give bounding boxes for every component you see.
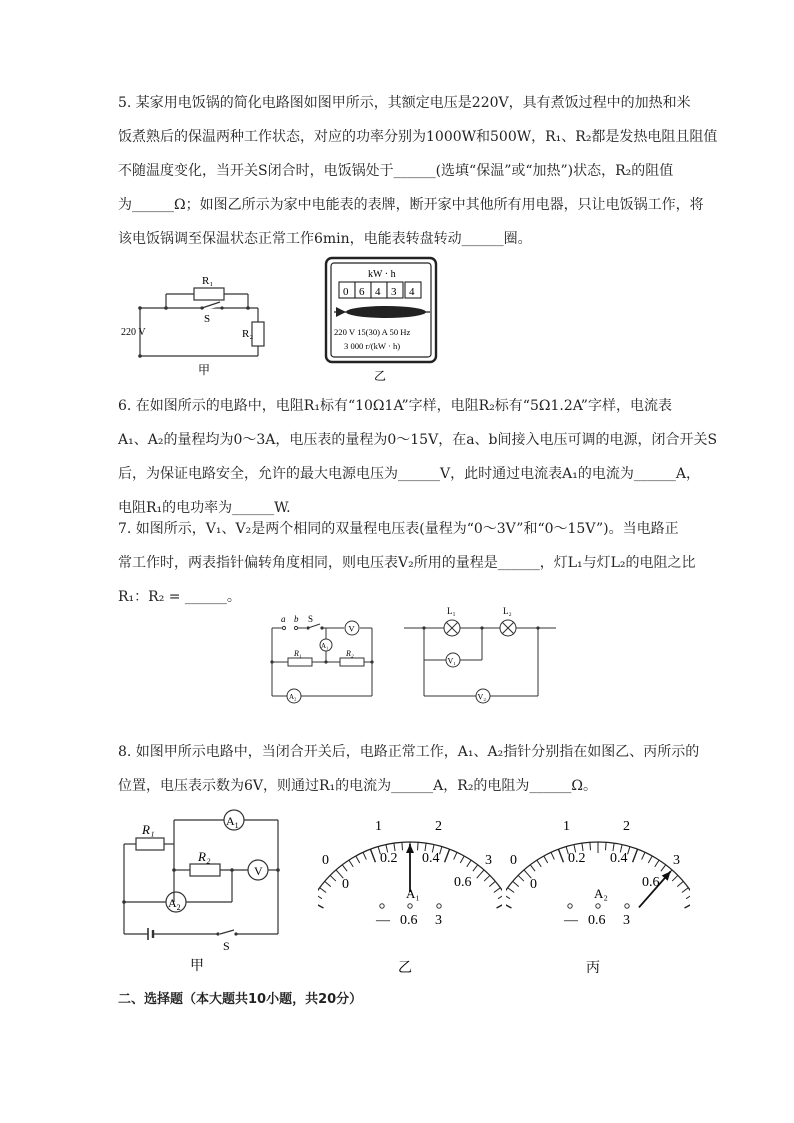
meter-bottom-tick-1: 0.2 xyxy=(568,851,586,866)
meter-top-right: 3 xyxy=(485,853,492,868)
q6-s-label: S xyxy=(308,614,314,624)
question-5 xyxy=(118,86,718,256)
meter-tick xyxy=(537,860,541,867)
meter-tick xyxy=(342,865,347,871)
q5-meter-spec2: 3 000 r/(kW · h) xyxy=(344,341,401,351)
meter-bottom-right: 0.6 xyxy=(454,875,472,890)
meter-bottom-tick-2: 0.4 xyxy=(422,851,440,866)
q5-meter-unit: kW · h xyxy=(368,269,396,280)
q5-meter-digit-3: 4 xyxy=(375,286,381,298)
q5-meter-digit-5: 4 xyxy=(409,286,415,298)
meter-tick xyxy=(661,865,666,871)
meter-tick xyxy=(655,860,659,867)
meter-tick xyxy=(605,842,606,850)
meter-tick xyxy=(672,875,678,881)
q8-line-2: 位置，电压表示数为6V，则通过R₁的电流为______A，R₂的电阻为______Ω。 xyxy=(118,778,598,794)
meter-tick xyxy=(613,843,614,851)
q5-line-3: 不随温度变化，当开关S闭合时，电饭锅处于______(选填“保温”或“加热”)状态，R₂的阻值 xyxy=(118,163,674,179)
meter-tick xyxy=(402,842,403,850)
meter-top-tick-2: 2 xyxy=(623,819,630,834)
meter-tick xyxy=(489,881,495,886)
q6-line-2: A₁、A₂的量程均为0～3A，电压表的量程为0～15V，在a、b间接入电压可调的电源，闭合开关S xyxy=(118,432,718,448)
meter-tick xyxy=(349,860,353,867)
meter-tick xyxy=(558,849,563,862)
q7-circuit-diagram xyxy=(398,604,560,706)
meter-top-right: 3 xyxy=(673,853,680,868)
q8-s-label: S xyxy=(223,939,230,953)
meter-label: A₁ xyxy=(406,886,420,901)
q5-fig-jia-caption: 甲 xyxy=(198,363,211,377)
q6-line-3: 后，为保证电路安全，允许的最大电源电压为______V，此时通过电流表A₁的电流为______A， xyxy=(118,466,700,482)
meter-bottom-left: 0 xyxy=(530,877,537,892)
meter-tick xyxy=(686,894,690,898)
q5-meter-spec1: 220 V 15(30) A 50 Hz xyxy=(334,327,411,337)
q8-fig-jia-caption: 甲 xyxy=(190,959,204,974)
q6-a-label: a xyxy=(281,614,286,624)
meter-tick xyxy=(628,847,630,855)
meter-label: A₂ xyxy=(594,886,608,901)
meter-tick xyxy=(440,847,442,855)
meter-tick xyxy=(467,860,471,867)
q8-voltmeter-label: V xyxy=(254,864,263,878)
meter-tick xyxy=(460,856,464,863)
q6-line-1: 6. 在如图所示的电路中，电阻R₁标有“10Ω1A”字样，电阻R₂标有“5Ω1.2A”字样，电流表 xyxy=(118,398,672,414)
q7-line-2: 常工作时，两表指针偏转角度相同，则电压表V₂所用的量程是______，灯L₁与灯L₂的电阻之比 xyxy=(118,555,696,571)
q8-line-1: 8. 如图甲所示电路中，当闭合开关后，电路正常工作，A₁、A₂指针分别指在如图乙、丙所示的 xyxy=(118,744,700,760)
meter-terminal-06: 0.6 xyxy=(400,913,418,928)
q6-line-4: 电阻R₁的电功率为______W. xyxy=(118,500,291,516)
question-8 xyxy=(118,735,700,803)
q5-meter-digit-2: 6 xyxy=(359,286,365,298)
meter-tick xyxy=(320,888,326,893)
meter-bing-caption: 丙 xyxy=(586,961,600,976)
meter-tick xyxy=(325,881,331,886)
meter-tick xyxy=(642,852,645,859)
q5-line-1: 5. 某家用电饭锅的简化电路图如图甲所示，其额定电压是220V，具有煮饭过程中的加热和米 xyxy=(118,95,691,111)
q5-voltage-label: 220 V xyxy=(121,327,146,338)
meter-tick xyxy=(425,843,426,851)
meter-tick xyxy=(494,888,500,893)
q7-v2-label: V₂ xyxy=(477,692,487,702)
meter-tick xyxy=(648,856,652,863)
meter-pointer-head xyxy=(406,844,414,853)
question-6 xyxy=(118,389,718,525)
meter-tick xyxy=(685,901,690,908)
q5-meter-digit-1: 0 xyxy=(343,286,349,298)
q8-meter-yi xyxy=(318,812,502,982)
q5-line-5: 该电饭锅调至保温状态正常工作6min，电能表转盘转动______圈。 xyxy=(118,231,532,247)
meter-bottom-tick-1: 0.2 xyxy=(380,851,398,866)
meter-tick xyxy=(318,894,322,898)
q6-circuit-diagram xyxy=(266,610,380,706)
q5-line-4: 为______Ω；如图乙所示为家中电能表的表牌，断开家中其他所有用电器，只让电饭锅工作，将 xyxy=(118,197,704,213)
meter-tick xyxy=(454,852,457,859)
meter-tick xyxy=(498,894,502,898)
meter-tick xyxy=(477,870,484,878)
q5-r1-label: R₁ xyxy=(202,275,214,287)
meter-terminal-neg: — xyxy=(376,913,390,928)
q6-voltmeter-label: V xyxy=(348,623,355,634)
q7-l2-label: L₂ xyxy=(503,606,512,616)
q7-l1-label: L₁ xyxy=(447,606,456,616)
meter-bottom-right: 0.6 xyxy=(642,875,660,890)
meter-tick xyxy=(445,849,450,862)
meter-top-tick-1: 1 xyxy=(563,819,570,834)
q7-v1-label: V₁ xyxy=(447,656,457,666)
q6-ammeter-a1-label: A₁ xyxy=(321,642,329,650)
q8-r1-label: R₁ xyxy=(142,822,155,837)
meter-tick xyxy=(518,875,524,881)
q5-line-2: 饭煮熟后的保温两种工作状态，对应的功率分别为1000W和500W，R₁、R₂都是发热电阻且阻值 xyxy=(118,129,718,145)
meter-tick xyxy=(544,856,548,863)
q8-circuit-diagram xyxy=(118,808,288,978)
meter-tick xyxy=(582,843,583,851)
meter-top-left: 0 xyxy=(322,853,329,868)
q8-a2-label: $A_2$ xyxy=(168,896,181,912)
q7-line-1: 7. 如图所示，V₁、V₂是两个相同的双量程电压表(量程为“0～3V”和“0～15V”)。当电路正 xyxy=(118,521,679,537)
q5-circuit-diagram xyxy=(118,268,298,388)
meter-tick xyxy=(370,849,375,862)
meter-tick xyxy=(682,888,688,893)
q5-fig-yi-caption: 乙 xyxy=(374,369,387,383)
meter-tick xyxy=(513,881,519,886)
q6-r1-label: R₁ xyxy=(294,649,302,658)
q5-s-label: S xyxy=(204,313,211,325)
meter-tick xyxy=(356,856,360,863)
meter-tick xyxy=(508,888,514,893)
q5-meter-digit-4: 3 xyxy=(391,286,397,298)
q6-ammeter-a2-label: A₂ xyxy=(289,693,297,701)
meter-tick xyxy=(473,865,478,871)
q6-r2-label: R₂ xyxy=(346,649,354,658)
meter-tick xyxy=(417,842,418,850)
q5-r2-label: R₂ xyxy=(242,328,254,340)
meter-tick xyxy=(677,881,683,886)
meter-tick xyxy=(633,849,638,862)
meter-terminal-06: 0.6 xyxy=(588,913,606,928)
q8-a1-label: $A_1$ xyxy=(226,814,239,830)
meter-tick xyxy=(318,901,323,908)
meter-tick xyxy=(330,875,336,881)
meter-terminal-3: 3 xyxy=(435,913,442,928)
meter-bottom-left: 0 xyxy=(342,877,349,892)
meter-top-tick-2: 2 xyxy=(435,819,442,834)
section-2-heading: 二、选择题（本大题共10小题，共20分） xyxy=(118,992,363,1007)
meter-top-tick-1: 1 xyxy=(375,819,382,834)
meter-tick xyxy=(394,843,395,851)
meter-bottom-tick-2: 0.4 xyxy=(610,851,628,866)
meter-tick xyxy=(506,894,510,898)
question-7 xyxy=(118,512,700,614)
meter-terminal-neg: — xyxy=(564,913,578,928)
meter-tick xyxy=(484,875,490,881)
meter-tick xyxy=(506,901,511,908)
meter-yi-caption: 乙 xyxy=(398,961,412,976)
meter-tick xyxy=(551,852,554,859)
meter-tick xyxy=(530,865,535,871)
meter-tick xyxy=(363,852,366,859)
q7-line-3: R₁：R₂ = ______。 xyxy=(118,589,241,605)
meter-terminal-3: 3 xyxy=(623,913,630,928)
meter-tick xyxy=(497,901,502,908)
q8-r2-label: R₂ xyxy=(198,849,211,864)
q5-energy-meter xyxy=(322,256,442,384)
meter-top-left: 0 xyxy=(510,853,517,868)
q8-meter-bing xyxy=(506,812,690,982)
meter-tick xyxy=(590,842,591,850)
q6-b-label: b xyxy=(294,614,299,624)
